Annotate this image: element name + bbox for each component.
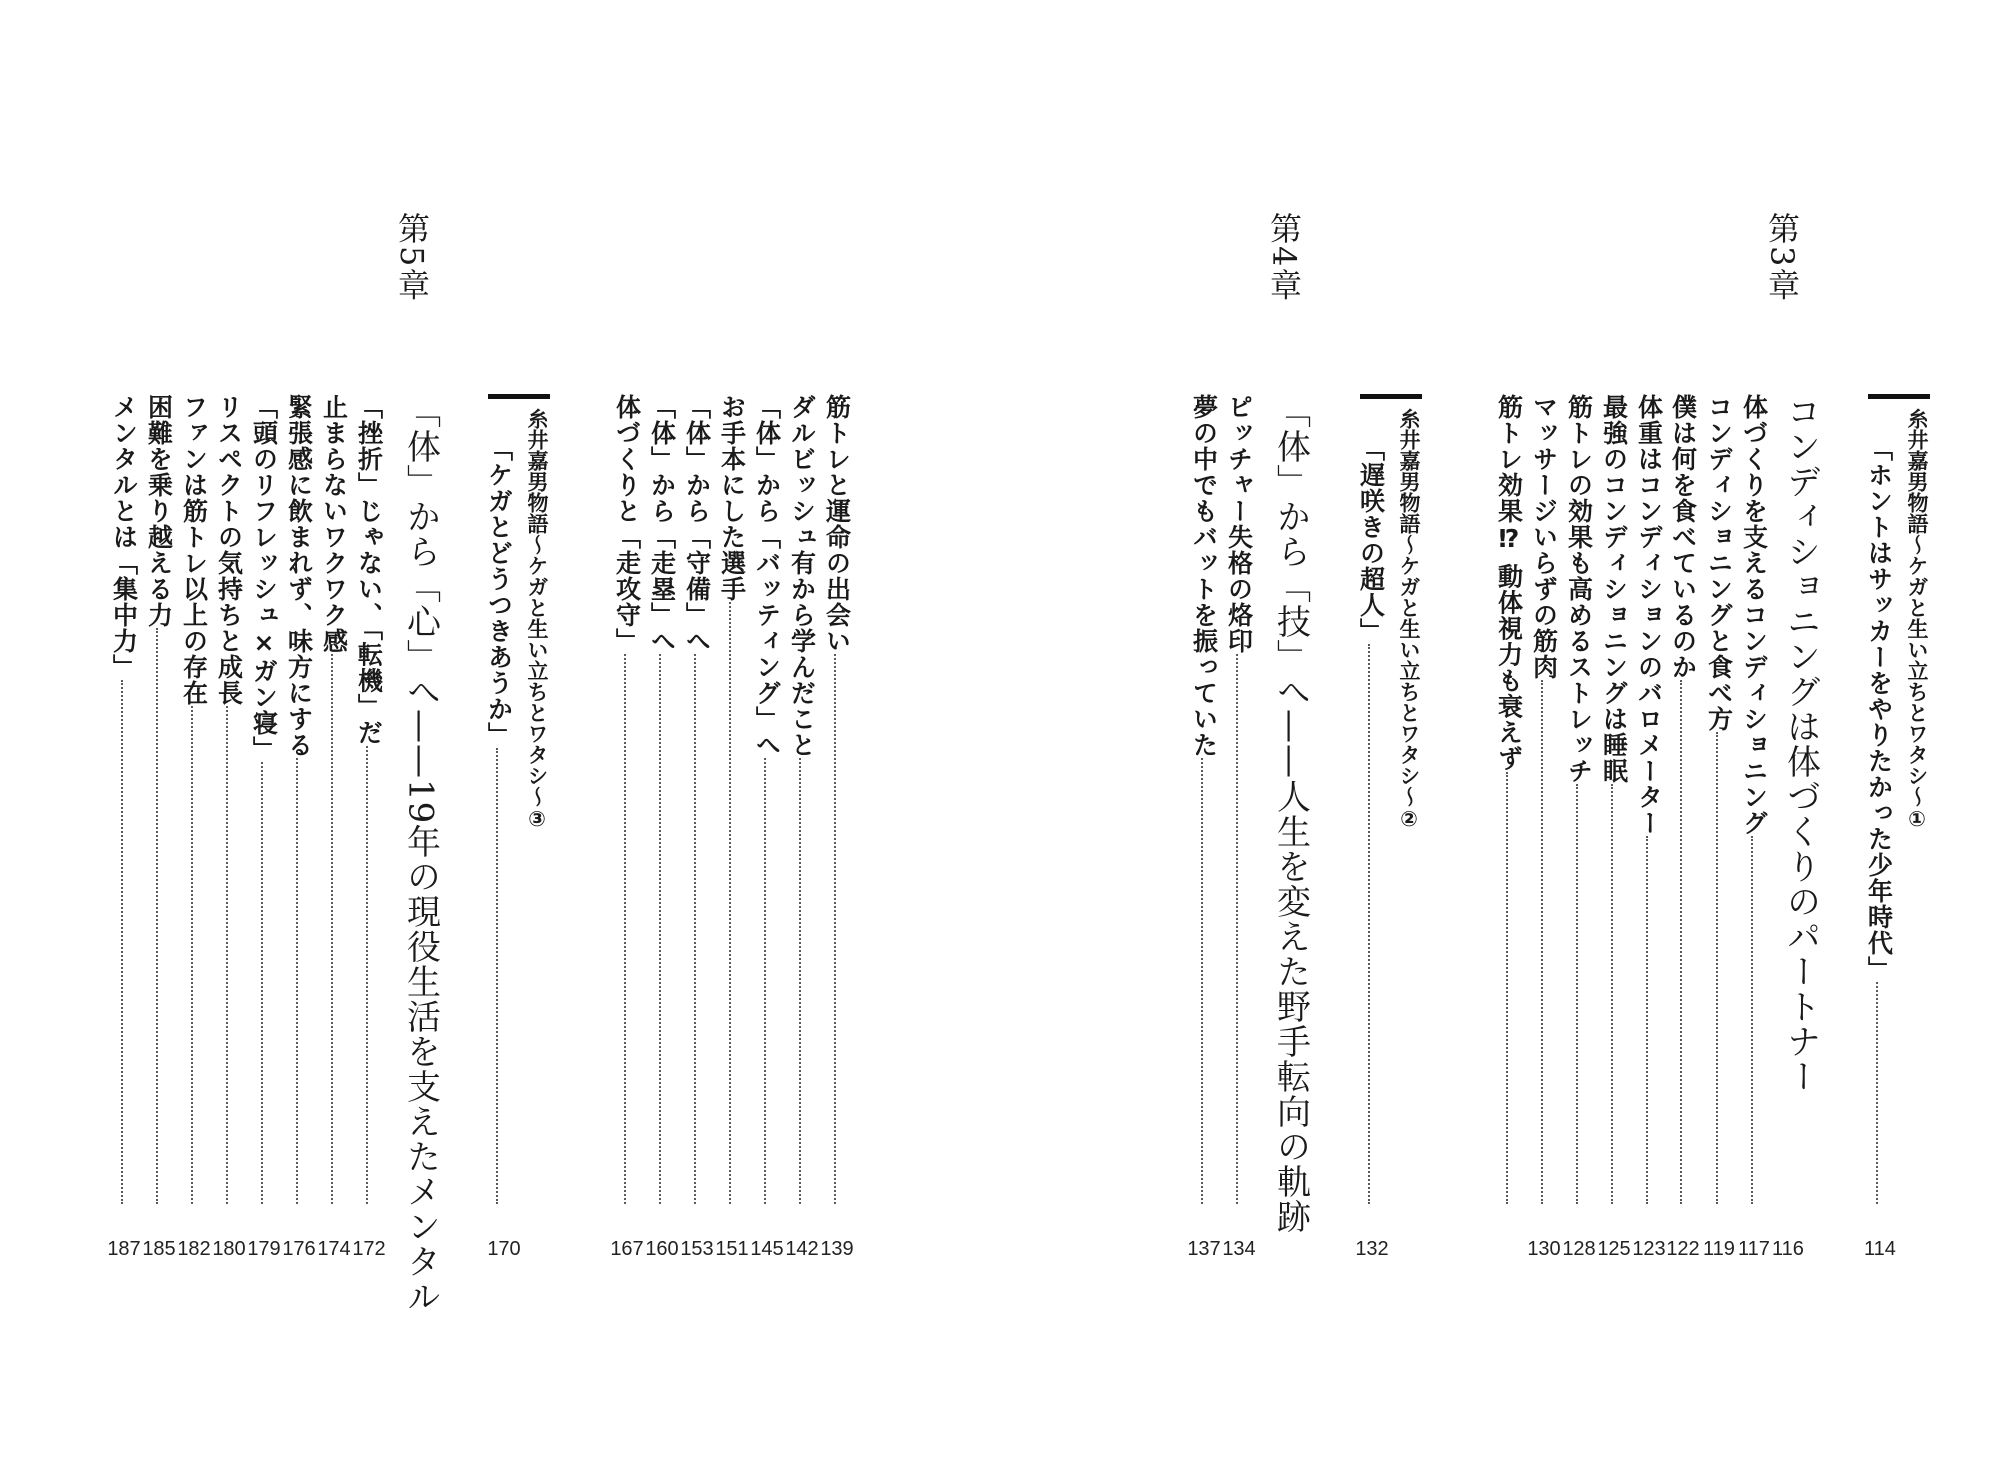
entry-title: 「遅咲きの超人」 [1356, 436, 1386, 644]
toc-entry[interactable] [1862, 436, 1896, 1204]
entry-title: 体づくりを支えるコンディショニング [1739, 394, 1769, 836]
toc-entry[interactable] [1737, 394, 1771, 1204]
entry-title: お手本にした選手 [717, 394, 747, 602]
page-number: 180 [212, 1238, 246, 1260]
dot-leader [1680, 680, 1686, 1204]
entry-title: 止まらないワクワク感 [319, 394, 349, 654]
entry-title: 「ホントはサッカーをやりたかった少年時代」 [1864, 436, 1894, 982]
story-rule [1360, 394, 1422, 399]
toc-entry[interactable] [107, 394, 141, 1204]
dot-leader [1646, 836, 1652, 1204]
dot-leader [1876, 982, 1882, 1204]
dot-leader [1201, 758, 1207, 1204]
page-number: 167 [610, 1238, 644, 1260]
entry-title: ファンは筋トレ以上の存在 [179, 394, 209, 706]
dot-leader [1236, 654, 1242, 1204]
entry-title: 緊張感に飲まれず、味方にする [284, 394, 314, 758]
page-number: 160 [645, 1238, 679, 1260]
page-number: 117 [1738, 1238, 1770, 1260]
dot-leader [296, 758, 302, 1204]
page-number: 116 [1772, 1238, 1804, 1260]
page-number: 174 [317, 1238, 351, 1260]
toc-entry[interactable] [142, 394, 176, 1204]
toc-entry[interactable] [610, 394, 644, 1204]
dot-leader [1541, 680, 1547, 1204]
entry-title: メンタルとは「集中力」 [109, 394, 139, 680]
dot-leader [226, 706, 232, 1204]
dot-leader [659, 654, 665, 1204]
page-number: 145 [750, 1238, 784, 1260]
page-number: 130 [1527, 1238, 1561, 1260]
subtitle-text: 「体」から「心」へ——19年の現役生活を支えたメンタル [400, 394, 441, 1315]
chapter-subtitle [1778, 394, 1822, 1204]
dot-leader [1368, 644, 1374, 1204]
page-number: 182 [177, 1238, 211, 1260]
page-number: 179 [247, 1238, 281, 1260]
entry-title: 筋トレ効果⁉ 動体視力も衰えず [1494, 394, 1524, 772]
entry-title: 「体」から「バッティング」へ [752, 394, 782, 758]
toc-entry[interactable] [785, 394, 819, 1204]
toc-entry[interactable] [1492, 394, 1526, 1204]
toc-entry[interactable] [1187, 394, 1221, 1204]
entry-title: コンディショニングと食べ方 [1704, 394, 1734, 732]
toc-entry[interactable] [680, 394, 714, 1204]
page-number: 170 [487, 1238, 521, 1260]
entry-title: 困難を乗り越える力 [144, 394, 174, 628]
story-rule [1868, 394, 1930, 399]
entry-title: 「体」から「守備」へ [682, 394, 712, 654]
entry-title: マッサージいらずの筋肉 [1529, 394, 1559, 680]
page-number: 123 [1632, 1238, 1666, 1260]
dot-leader [366, 746, 372, 1205]
dot-leader [156, 628, 162, 1204]
toc-entry[interactable] [1222, 394, 1256, 1204]
dot-leader [799, 758, 805, 1204]
entry-title: 「挫折」じゃない、「転機」だ [354, 394, 384, 746]
dot-leader [729, 602, 735, 1204]
dot-leader [1576, 784, 1582, 1204]
entry-title: 夢の中でもバットを振っていた [1189, 394, 1219, 758]
dot-leader [834, 654, 840, 1204]
chapter-label: 第5章 [393, 212, 431, 303]
toc-entry[interactable] [482, 436, 516, 1204]
entry-title: 筋トレの効果も高めるストレッチ [1564, 394, 1594, 784]
dot-leader [496, 748, 502, 1204]
chapter-label: 第4章 [1265, 212, 1303, 303]
entry-title: 体づくりと「走攻守」 [612, 394, 642, 654]
toc-entry[interactable] [1632, 394, 1666, 1204]
dot-leader [1506, 772, 1512, 1204]
page-number: 142 [785, 1238, 819, 1260]
dot-leader [624, 654, 630, 1204]
page-number: 187 [107, 1238, 141, 1260]
toc-entry[interactable] [317, 394, 351, 1204]
entry-title: 「体」から「走塁」へ [647, 394, 677, 654]
toc-entry[interactable] [1562, 394, 1596, 1204]
dot-leader [1611, 784, 1617, 1204]
toc-entry[interactable] [282, 394, 316, 1204]
toc-entry[interactable] [1702, 394, 1736, 1204]
toc-entry[interactable] [1527, 394, 1561, 1204]
entry-title: 「ケガとどうつきあうか」 [484, 436, 514, 748]
story-rule [488, 394, 550, 399]
page-number: 151 [715, 1238, 749, 1260]
toc-entry[interactable] [715, 394, 749, 1204]
toc-entry[interactable] [750, 394, 784, 1204]
page-number: 119 [1703, 1238, 1735, 1260]
entry-title: 筋トレと運命の出会い [822, 394, 852, 654]
toc-entry[interactable] [247, 394, 281, 1204]
dot-leader [121, 680, 127, 1204]
toc-entry[interactable] [177, 394, 211, 1204]
chapter-subtitle [1268, 394, 1312, 1234]
dot-leader [1716, 732, 1722, 1204]
toc-entry[interactable] [820, 394, 854, 1204]
story-series: 糸井嘉男物語〜ケガと生い立ちとワタシ〜③ [525, 408, 549, 831]
dot-leader [261, 762, 267, 1204]
dot-leader [694, 654, 700, 1204]
page-number: 176 [282, 1238, 316, 1260]
dot-leader [191, 706, 197, 1204]
toc-entry[interactable] [1597, 394, 1631, 1204]
dot-leader [764, 758, 770, 1204]
story-series: 糸井嘉男物語〜ケガと生い立ちとワタシ〜② [1397, 408, 1421, 831]
toc-entry[interactable] [645, 394, 679, 1204]
entry-title: 僕は何を食べているのか [1668, 394, 1698, 680]
entry-title: ダルビッシュ有から学んだこと [787, 394, 817, 758]
page-number: 153 [680, 1238, 714, 1260]
entry-title: 最強のコンディショニングは睡眠 [1599, 394, 1629, 784]
page-number: 122 [1666, 1238, 1700, 1260]
page-number: 137 [1187, 1238, 1221, 1260]
dot-leader [331, 654, 337, 1204]
entry-title: ピッチャー失格の烙印 [1224, 394, 1254, 654]
entry-title: 「頭のリフレッシュ×ガン寝」 [249, 394, 279, 762]
toc-entry[interactable] [212, 394, 246, 1204]
chapter-label: 第3章 [1763, 212, 1801, 303]
page-number: 114 [1864, 1238, 1896, 1260]
chapter-subtitle [398, 394, 442, 1315]
page-number: 134 [1222, 1238, 1256, 1260]
page-number: 132 [1355, 1238, 1389, 1260]
toc-entry[interactable] [1666, 394, 1700, 1204]
toc-entry[interactable] [352, 394, 386, 1204]
subtitle-text: 「体」から「技」へ——人生を変えた野手転向の軌跡 [1270, 394, 1311, 1234]
page-number: 172 [352, 1238, 386, 1260]
page-number: 125 [1597, 1238, 1631, 1260]
entry-title: リスペクトの気持ちと成長 [214, 394, 244, 706]
toc-entry[interactable] [1354, 436, 1388, 1204]
dot-leader [1751, 836, 1757, 1204]
entry-title: 体重はコンディションのバロメーター [1634, 394, 1664, 836]
page-number: 128 [1562, 1238, 1596, 1260]
page-number: 185 [142, 1238, 176, 1260]
story-series: 糸井嘉男物語〜ケガと生い立ちとワタシ〜① [1905, 408, 1929, 831]
page-number: 139 [820, 1238, 854, 1260]
subtitle-text: コンディショニングは体づくりのパートナー [1780, 394, 1821, 1094]
